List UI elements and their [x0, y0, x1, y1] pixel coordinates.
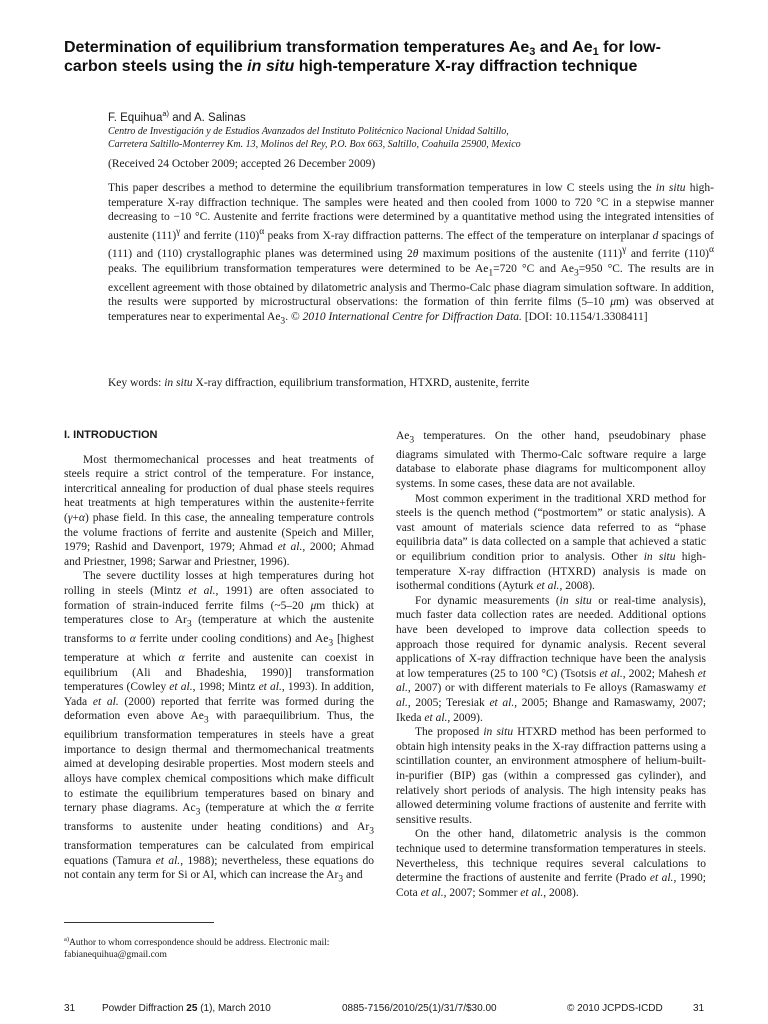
paragraph: For dynamic measurements (in situ or real-time analysis), much faster data collection rates are needed. Additional options have been developed to improve data collection speeds to approach those required for dynamic analysis. Recent several applications of X-ray diffraction technique have been the analysis at low temperatures (25 to 100 °C) (Tsotsis et al., 2002; Mahesh et al., 2007) or with different materials to Fe alloys (Ramaswamy et al., 2005; Teresiak et al., 2005; Bhange and Ramaswamy, 2007; Ikeda et al., 2009).: [396, 594, 707, 724]
paragraph: On the other hand, dilatometric analysis is the common technique used to determine transformation temperatures in steels. Nevertheless, this technique requires several calculations to determine the fractions of austenite and ferrite (Prado et al., 1990; Cota et al., 2007; Sommer et al., 2008).: [396, 828, 706, 899]
keywords: Key words: in situ X-ray diffraction, equilibrium transformation, HTXRD, austenite, ferrite: [108, 377, 530, 389]
paragraph: $Ae_3$ temperatures. On the other hand, pseudobinary phase diagrams simulated with Thermo-Calc software require a large database to elaborate phase diagrams for multicomponent alloy systems. In some cases, these data are not available.: [396, 430, 706, 491]
page-number-right: 31: [693, 1003, 705, 1014]
journal-citation: Powder Diffraction 25 (1), March 2010: [102, 1003, 271, 1014]
affiliation: [108, 125, 718, 151]
page-number-left: 31: [64, 1003, 76, 1014]
article-title: Determination of equilibrium transformation temperatures $Ae_3$ and $Ae_1$ for low-carbon steels using the in situ high-temperature X-ray diffraction technique: [64, 39, 661, 75]
affiliation-line: Centro de Investigación y de Estudios Avanzados del Instituto Politécnico Nacional Unidad Saltillo,: [108, 126, 509, 137]
footnote-divider: [64, 922, 214, 923]
abstract: This paper describes a method to determine the equilibrium transformation temperatures in low C steels using the in situ high-temperature X-ray diffraction technique. The samples were heated and then cooled from 1000 to 720 °C in a stepwise manner decreasing to −10 °C. Austenite and ferrite fractions were determined by a quantitative method using the integrated intensities of austenite $(111)^\gamma$ and ferrite $(110)^\alpha$ peaks from X-ray diffraction patterns. The effect of the temperature on interplanar d spacings of (111) and (110) crystallographic planes was determined using 2θ maximum positions of the austenite $(111)^\gamma$ and ferrite $(110)^\alpha$ peaks. The equilibrium transformation temperatures were determined to be $Ae_1=720$ °C and $Ae_3=950$ °C. The results are in excellent agreement with those obtained by dilatometric analysis and Thermo-Calc phase diagram simulation software. In addition, the results were supported by microstructural observations: the formation of thin ferrite films (5–10 μm) was observed at temperatures near to experimental $Ae_3$. © 2010 International Centre for Diffraction Data. [DOI: 10.1154/1.3308411]: [108, 182, 714, 326]
paragraph: The severe ductility losses at high temperatures during hot rolling in steels (Mintz et al., 1991) are often associated to formation of strain-induced ferrite films (~5–20 μm thick) at temperatures close to $Ar_3$ (temperature at which the austenite transforms to α ferrite under cooling conditions) and $Ae_3$ [highest temperature at which α ferrite and austenite can coexist in equilibrium (Ali and Bhadeshia, 1990)] transformation temperatures (Cowley et al., 1998; Mintz et al., 1993). In addition, Yada et al. (2000) reported that ferrite was formed during the deformation even above $Ae_3$ with paraequilibrium. Thus, the equilibrium transformation temperatures in steels have a great importance to design thermal and thermomechanical treatments aimed at developing desirable properties. Most modern steels and alloys have complex chemical compositions which make difficult to estimate the equilibrium temperatures based on binary and ternary phase diagrams. $Ac_3$ (temperature at which the α ferrite transforms to austenite under heating conditions) and $Ar_3$ transformation temperatures can be calculated from empirical equations (Tamura et al., 1988); nevertheless, these equations do not contain any term for Si or Al, which can increase the $Ar_3$ and: [64, 570, 375, 885]
received-dates: (Received 24 October 2009; accepted 26 December 2009): [108, 158, 376, 170]
copyright: © 2010 JCPDS-ICDD: [567, 1003, 663, 1014]
authors: F. Equihua$^{a)}$ and A. Salinas: [108, 109, 246, 124]
paragraph: The proposed in situ HTXRD method has been performed to obtain high intensity peaks in the X-ray diffraction patterns using a scintillation counter, an environment atmosphere of helium-built-in-purifier (BIP) gas (within a compressed gas cylinder), and relatively short periods of analysis. The high intensity peaks has allowed determining volume fractions of austenite and ferrite with sensitive results.: [396, 726, 706, 826]
paragraph: Most thermomechanical processes and heat treatments of steels require a strict control of the temperature. For instance, intercritical annealing for production of dual phase steels requires heat treatments at high temperatures within the austenite+ferrite (γ+α) phase field. In this case, the annealing temperature controls the volume fractions of ferrite and austenite (Speich and Miller, 1979; Rashid and Davenport, 1979; Ahmad et al., 2000; Ahmad and Priestner, 1998; Sarwar and Priestner, 1996).: [64, 453, 374, 568]
right-column: [396, 429, 706, 900]
paragraph: Most common experiment in the traditional XRD method for steels is the quench method (“postmortem” or static analysis). A vast amount of materials science data referred to as “phase equilibria data” is data collected on a sample that achieved a static or equilibrium condition prior to analysis. Other in situ high-temperature X-ray diffraction (HTXRD) analysis is made on isothermal conditions (Ayturk et al., 2008).: [396, 492, 707, 593]
footnote: $^{a)}$Author to whom correspondence should be address. Electronic mail: fabianequihua@gmail.com: [64, 936, 330, 961]
left-column: [64, 428, 374, 887]
section-heading: I. INTRODUCTION: [64, 429, 158, 441]
article-code: 0885-7156/2010/25(1)/31/7/$30.00: [342, 1003, 497, 1014]
affiliation-line: Carretera Saltillo-Monterrey Km. 13, Molinos del Rey, P.O. Box 663, Saltillo, Coahuila 25900, Mexico: [108, 139, 521, 150]
